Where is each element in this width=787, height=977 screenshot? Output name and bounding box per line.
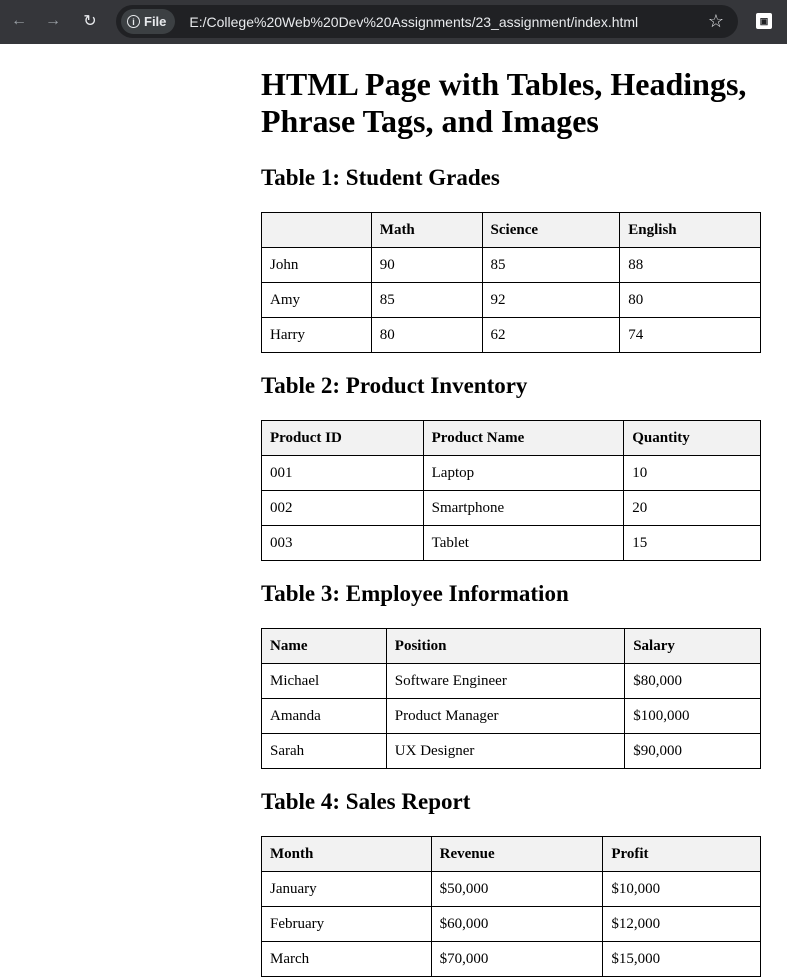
- column-header: Product ID: [262, 421, 424, 456]
- site-info-chip[interactable]: [121, 9, 175, 34]
- table-cell: UX Designer: [386, 734, 624, 769]
- table-row: [262, 456, 761, 491]
- table-cell: 001: [262, 456, 424, 491]
- table-cell: Tablet: [423, 526, 624, 561]
- column-header: Product Name: [423, 421, 624, 456]
- column-header: Month: [262, 837, 432, 872]
- table-cell: 003: [262, 526, 424, 561]
- table-row: [262, 907, 761, 942]
- table-cell: 10: [624, 456, 761, 491]
- table-row: [262, 283, 761, 318]
- table-3-heading: Table 3: Employee Information: [261, 581, 569, 606]
- table-cell: January: [262, 872, 432, 907]
- table-cell: 002: [262, 491, 424, 526]
- table-cell: 90: [371, 248, 482, 283]
- column-header: Profit: [603, 837, 761, 872]
- table-cell: February: [262, 907, 432, 942]
- sales-report-table: [261, 836, 761, 977]
- table-cell: 92: [482, 283, 620, 318]
- browser-toolbar: [0, 0, 787, 44]
- table-cell: $60,000: [431, 907, 603, 942]
- column-header: Name: [262, 629, 387, 664]
- column-header: Salary: [625, 629, 761, 664]
- table-row: [262, 872, 761, 907]
- table-row: [262, 491, 761, 526]
- table-cell: 15: [624, 526, 761, 561]
- table-row: [262, 699, 761, 734]
- table-cell: 80: [620, 283, 761, 318]
- table-cell: $100,000: [625, 699, 761, 734]
- table-row: [262, 734, 761, 769]
- table-cell: Harry: [262, 318, 372, 353]
- table-row: [262, 942, 761, 977]
- url-text[interactable]: E:/College%20Web%20Dev%20Assignments/23_assignment/index.html: [189, 13, 639, 30]
- table-row: [262, 526, 761, 561]
- table-cell: 80: [371, 318, 482, 353]
- table-cell: 88: [620, 248, 761, 283]
- table-cell: Sarah: [262, 734, 387, 769]
- table-cell: Amy: [262, 283, 372, 318]
- table-cell: $50,000: [431, 872, 603, 907]
- bookmark-star-icon[interactable]: ☆: [707, 11, 724, 31]
- table-cell: 85: [371, 283, 482, 318]
- column-header: Math: [371, 213, 482, 248]
- table-cell: Software Engineer: [386, 664, 624, 699]
- table-row: [262, 318, 761, 353]
- table-row: [262, 248, 761, 283]
- column-header: [262, 213, 372, 248]
- student-grades-table: [261, 212, 761, 353]
- forward-arrow-icon[interactable]: →: [45, 12, 61, 29]
- column-header: Quantity: [624, 421, 761, 456]
- table-cell: March: [262, 942, 432, 977]
- address-bar[interactable]: [116, 5, 738, 38]
- table-2-heading: Table 2: Product Inventory: [261, 373, 528, 398]
- table-cell: 20: [624, 491, 761, 526]
- table-cell: 74: [620, 318, 761, 353]
- column-header: English: [620, 213, 761, 248]
- table-4-heading: Table 4: Sales Report: [261, 789, 471, 814]
- table-cell: John: [262, 248, 372, 283]
- table-header-row: [262, 421, 761, 456]
- table-row: [262, 664, 761, 699]
- column-header: Position: [386, 629, 624, 664]
- employee-information-table: [261, 628, 761, 769]
- product-inventory-table: [261, 420, 761, 561]
- back-arrow-icon[interactable]: ←: [11, 12, 27, 29]
- page-title: HTML Page with Tables, Headings, Phrase Tags, and Images: [261, 66, 747, 139]
- table-1-heading: Table 1: Student Grades: [261, 165, 500, 190]
- table-cell: $90,000: [625, 734, 761, 769]
- table-cell: Product Manager: [386, 699, 624, 734]
- table-cell: Smartphone: [423, 491, 624, 526]
- page-content: [261, 44, 761, 977]
- table-cell: $80,000: [625, 664, 761, 699]
- table-header-row: [262, 837, 761, 872]
- table-cell: $12,000: [603, 907, 761, 942]
- table-cell: Michael: [262, 664, 387, 699]
- table-header-row: [262, 213, 761, 248]
- table-cell: $70,000: [431, 942, 603, 977]
- table-cell: Amanda: [262, 699, 387, 734]
- table-cell: 85: [482, 248, 620, 283]
- table-header-row: [262, 629, 761, 664]
- table-cell: Laptop: [423, 456, 624, 491]
- site-info-label: File: [144, 14, 167, 29]
- table-cell: $10,000: [603, 872, 761, 907]
- reload-icon[interactable]: ↻: [83, 13, 97, 30]
- column-header: Revenue: [431, 837, 603, 872]
- column-header: Science: [482, 213, 620, 248]
- info-icon: i: [127, 15, 140, 28]
- table-cell: 62: [482, 318, 620, 353]
- table-cell: $15,000: [603, 942, 761, 977]
- extension-icon[interactable]: ▣: [756, 13, 772, 29]
